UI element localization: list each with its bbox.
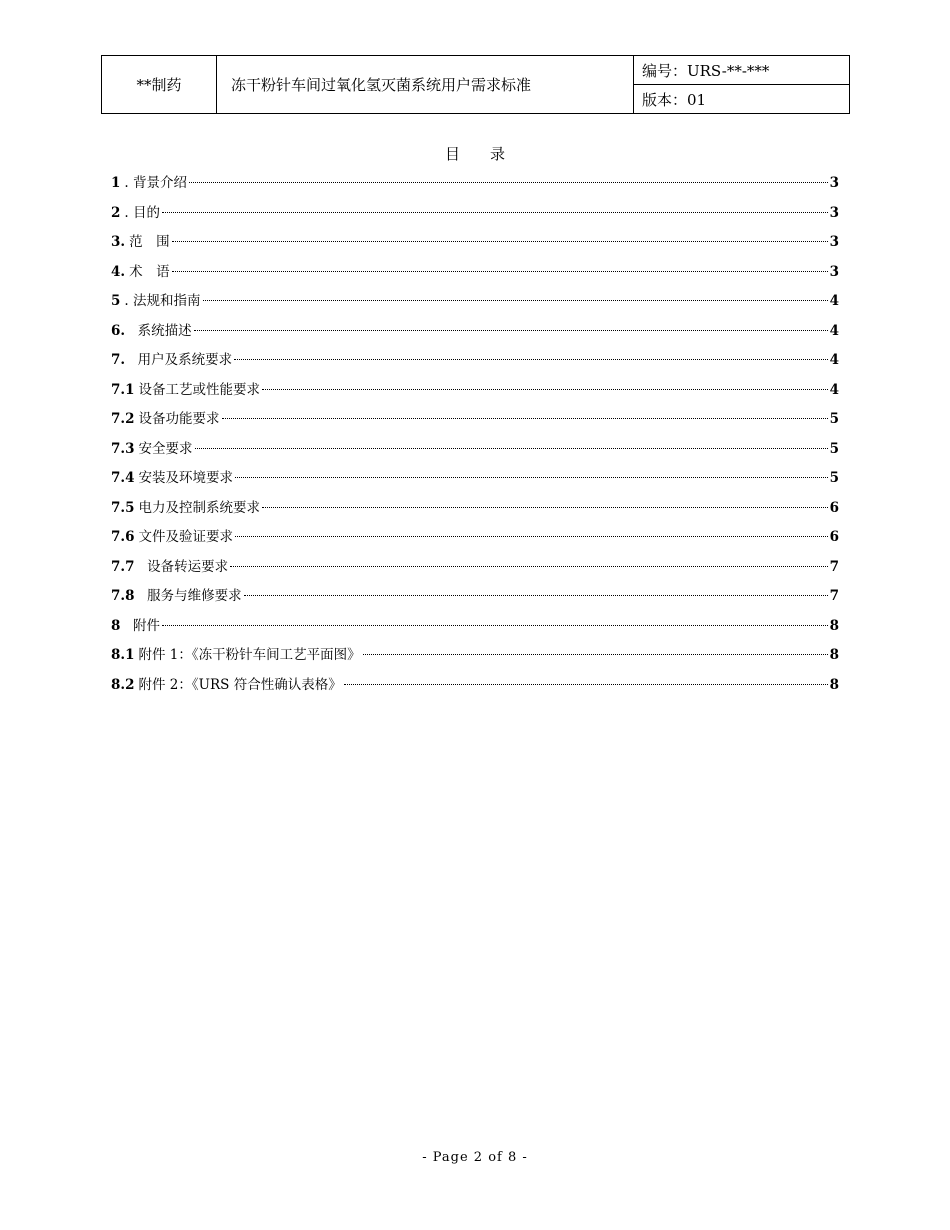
- toc-dot-leader: [203, 300, 828, 301]
- toc-entry-number: 7.2: [111, 411, 135, 427]
- table-of-contents: [111, 172, 839, 703]
- toc-dot-leader: [262, 389, 828, 390]
- toc-entry-number: 8: [111, 617, 121, 634]
- toc-entry-number: 7.6: [111, 529, 135, 545]
- toc-dot-leader: [162, 625, 828, 626]
- toc-entry[interactable]: [111, 349, 839, 379]
- toc-entry-number: 8.2: [111, 676, 135, 693]
- toc-entry-title: . 背景介绍: [124, 175, 187, 191]
- toc-entry-number: 7.3: [111, 440, 135, 457]
- toc-entry-number: 1: [111, 175, 121, 191]
- toc-entry[interactable]: [111, 408, 839, 438]
- toc-entry-page: 6: [829, 529, 839, 545]
- toc-entry-title: 安装及环境要求: [138, 470, 233, 486]
- toc-heading: 目 录: [444, 145, 505, 163]
- toc-entry-title: . 目的: [124, 204, 160, 221]
- toc-entry[interactable]: [111, 438, 839, 468]
- toc-entry[interactable]: [111, 290, 839, 320]
- toc-entry-title: 附件 2：《URS 符合性确认表格》: [138, 676, 342, 693]
- toc-entry-title: . 法规和指南: [124, 293, 201, 309]
- document-title: 冻干粉针车间过氧化氢灭菌系统用户需求标准: [217, 56, 634, 114]
- toc-entry-page: 4: [829, 293, 839, 309]
- toc-entry[interactable]: [111, 526, 839, 556]
- document-code: 编号：URS-**-***: [634, 56, 850, 85]
- company-name: **制药: [102, 56, 217, 114]
- toc-entry[interactable]: [111, 556, 839, 586]
- toc-entry[interactable]: [111, 320, 839, 350]
- toc-entry-number: 7.8: [111, 588, 135, 604]
- toc-entry-page: 3: [829, 175, 839, 191]
- toc-entry-number: 7.5: [111, 499, 135, 516]
- toc-entry-title: 术 语: [129, 263, 170, 280]
- toc-entry-number: 8.1: [111, 647, 135, 663]
- toc-entry-page: 3: [829, 263, 839, 280]
- toc-entry-number: 2: [111, 204, 121, 221]
- toc-entry-page: 3: [829, 234, 839, 250]
- toc-dot-leader: [194, 330, 828, 331]
- toc-dot-leader: [230, 566, 828, 567]
- toc-dot-leader: [363, 654, 828, 655]
- toc-entry-page: 5: [829, 411, 839, 427]
- toc-entry[interactable]: [111, 585, 839, 615]
- toc-entry-title: 安全要求: [138, 440, 193, 457]
- toc-dot-leader: [222, 418, 828, 419]
- toc-entry-number: 7.1: [111, 381, 135, 398]
- toc-entry-page: 8: [829, 647, 839, 663]
- toc-dot-leader: [262, 507, 828, 508]
- toc-entry[interactable]: [111, 497, 839, 527]
- toc-entry[interactable]: [111, 172, 839, 202]
- toc-entry[interactable]: [111, 231, 839, 261]
- toc-entry-number: 7.7: [111, 558, 135, 575]
- document-version: 版本：01: [634, 85, 850, 114]
- toc-entry[interactable]: [111, 674, 839, 704]
- toc-entry-page: 8: [829, 617, 839, 634]
- toc-entry-title: 文件及验证要求: [138, 529, 233, 545]
- toc-entry-page: 5: [829, 440, 839, 457]
- toc-entry-page: 4: [829, 352, 839, 368]
- toc-entry[interactable]: [111, 379, 839, 409]
- toc-entry-page: 4: [829, 322, 839, 339]
- toc-dot-leader: [234, 359, 827, 360]
- toc-entry-page: 8: [829, 676, 839, 693]
- toc-entry-number: 3.: [111, 234, 126, 250]
- toc-entry-number: 4.: [111, 263, 126, 280]
- toc-dot-leader: [172, 241, 828, 242]
- document-header: [101, 55, 850, 114]
- toc-dot-leader: [189, 182, 828, 183]
- toc-dot-leader: [172, 271, 828, 272]
- toc-dot-leader: [244, 595, 828, 596]
- page-number-footer: - Page 2 of 8 -: [422, 1150, 528, 1165]
- toc-entry[interactable]: [111, 467, 839, 497]
- toc-entry[interactable]: [111, 644, 839, 674]
- toc-entry-title: 电力及控制系统要求: [138, 499, 260, 516]
- toc-entry-page: 7: [829, 588, 839, 604]
- toc-dot-leader: [344, 684, 828, 685]
- toc-entry[interactable]: [111, 202, 839, 232]
- toc-entry-title: 设备转运要求: [138, 558, 229, 575]
- toc-entry-title: 设备功能要求: [138, 411, 220, 427]
- toc-entry-number: 7.: [111, 352, 126, 368]
- toc-entry-page: 5: [829, 470, 839, 486]
- toc-entry-page: 7: [829, 558, 839, 575]
- toc-entry-page: 3: [829, 204, 839, 221]
- toc-entry-title: 范 围: [129, 234, 170, 250]
- toc-entry-number: 6.: [111, 322, 126, 339]
- toc-entry[interactable]: [111, 261, 839, 291]
- toc-dot-leader: [235, 536, 828, 537]
- toc-entry-title: 服务与维修要求: [138, 588, 242, 604]
- toc-entry-page: 4: [829, 381, 839, 398]
- toc-entry-number: 7.4: [111, 470, 135, 486]
- toc-entry-title: 附件: [124, 617, 160, 634]
- toc-dot-leader: [195, 448, 828, 449]
- toc-entry-title: 系统描述: [129, 322, 192, 339]
- toc-entry-title: 附件 1：《冻干粉针车间工艺平面图》: [138, 647, 361, 663]
- toc-entry[interactable]: [111, 615, 839, 645]
- toc-dot-leader: [162, 212, 828, 213]
- toc-entry-page: 6: [829, 499, 839, 516]
- toc-entry-title: 用户及系统要求: [129, 352, 233, 368]
- toc-dot-leader: [235, 477, 828, 478]
- toc-entry-title: 设备工艺或性能要求: [138, 381, 260, 398]
- toc-entry-number: 5: [111, 293, 121, 309]
